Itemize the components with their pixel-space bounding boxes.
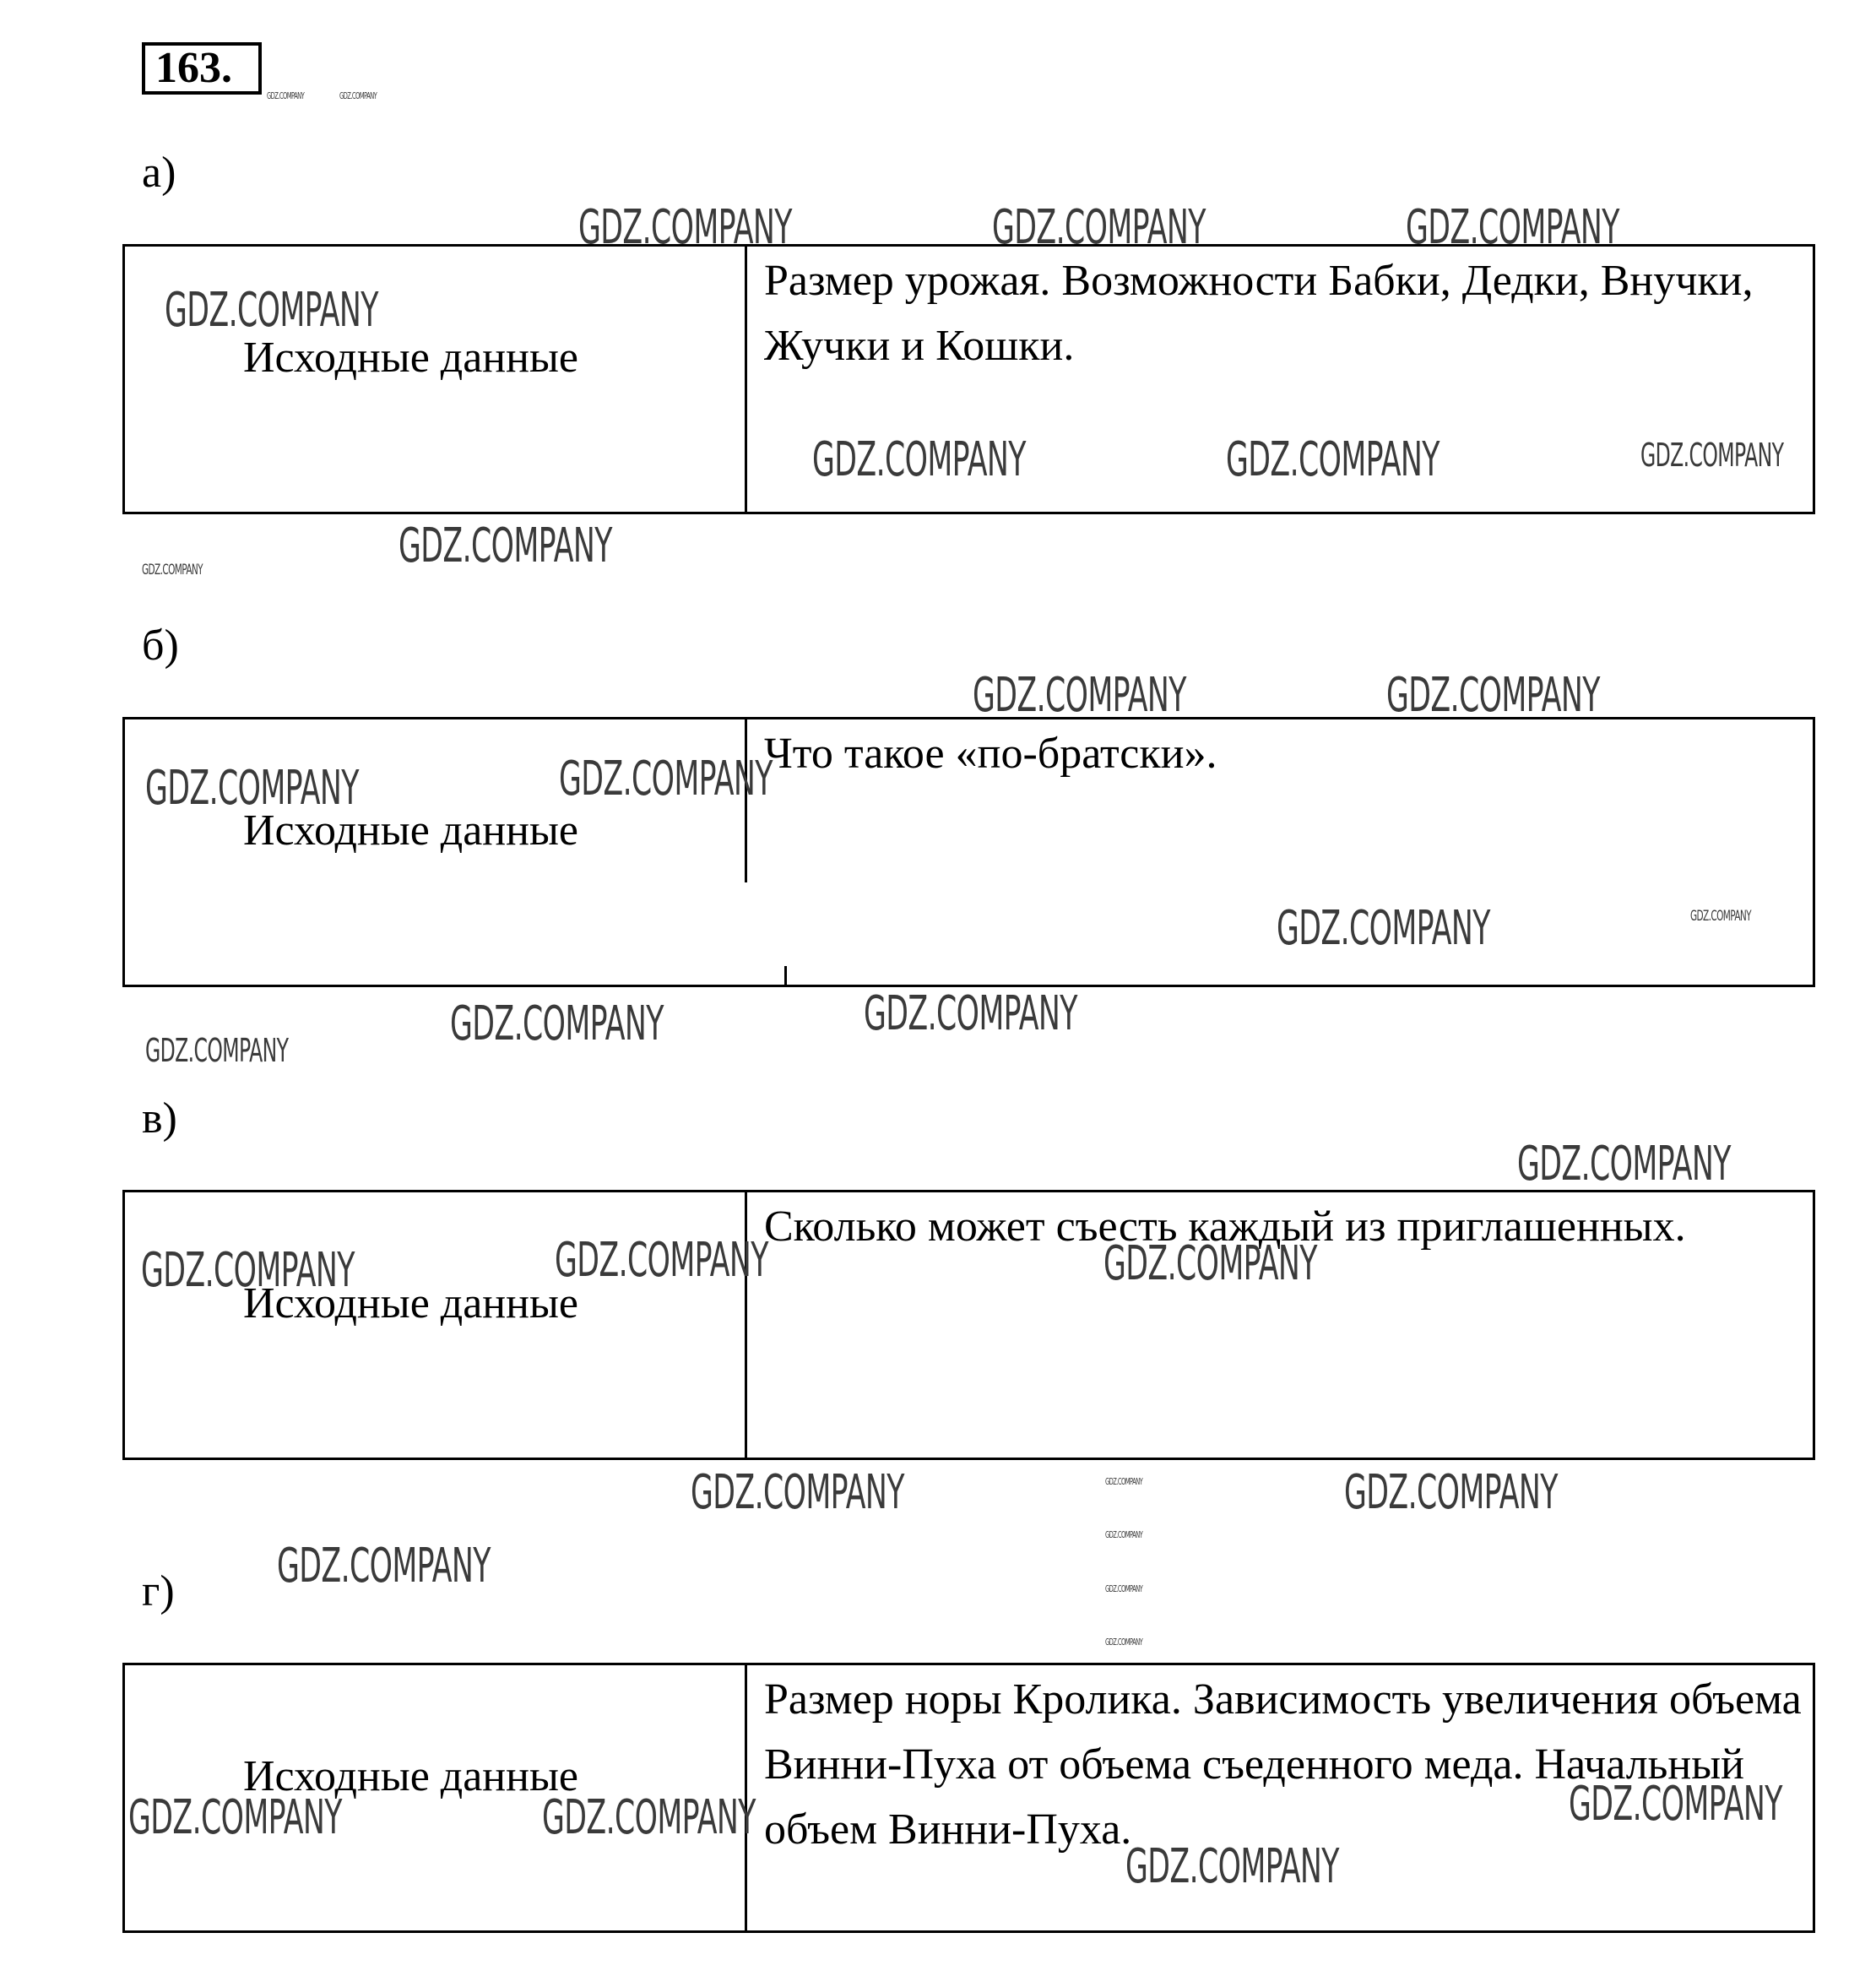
watermark: GDZ.COMPANY xyxy=(1386,668,1600,723)
watermark: GDZ.COMPANY xyxy=(267,90,305,101)
watermark: GDZ.COMPANY xyxy=(1105,1476,1143,1487)
watermark: GDZ.COMPANY xyxy=(277,1539,491,1593)
watermark: GDZ.COMPANY xyxy=(145,761,359,816)
column-divider xyxy=(745,1190,747,1460)
watermark: GDZ.COMPANY xyxy=(450,996,664,1051)
watermark: GDZ.COMPANY xyxy=(691,1465,904,1520)
column-divider xyxy=(745,244,747,514)
watermark: GDZ.COMPANY xyxy=(1103,1236,1317,1291)
watermark: GDZ.COMPANY xyxy=(1105,1529,1143,1540)
task-number: 163. xyxy=(142,42,262,95)
watermark: GDZ.COMPANY xyxy=(1226,432,1440,487)
item-b-right-cell: Что такое «по-братски». xyxy=(764,730,1217,778)
watermark: GDZ.COMPANY xyxy=(1125,1839,1339,1894)
item-b-table xyxy=(122,717,1815,987)
watermark: GDZ.COMPANY xyxy=(339,90,377,101)
watermark: GDZ.COMPANY xyxy=(992,200,1206,255)
watermark: GDZ.COMPANY xyxy=(1690,908,1752,925)
watermark: GDZ.COMPANY xyxy=(165,283,378,338)
watermark: GDZ.COMPANY xyxy=(555,1233,768,1288)
item-a-letter: а) xyxy=(142,149,176,197)
item-c-letter: в) xyxy=(142,1094,177,1143)
watermark: GDZ.COMPANY xyxy=(1517,1137,1731,1192)
watermark: GDZ.COMPANY xyxy=(1344,1465,1558,1520)
watermark: GDZ.COMPANY xyxy=(559,752,773,806)
item-d-table xyxy=(122,1663,1815,1933)
watermark: GDZ.COMPANY xyxy=(142,562,203,578)
watermark: GDZ.COMPANY xyxy=(1569,1777,1782,1832)
watermark: GDZ.COMPANY xyxy=(864,986,1077,1041)
item-d-right-cell: Размер норы Кролика. Зависимость увеличения объема Винни-Пуха от объема съеденного меда. Начальный объем Винни-Пуха. xyxy=(764,1675,1802,1854)
item-b-left-cell: Исходные данные xyxy=(243,806,578,855)
item-c-left-cell: Исходные данные xyxy=(243,1279,578,1327)
watermark: GDZ.COMPANY xyxy=(1105,1637,1143,1648)
watermark: GDZ.COMPANY xyxy=(542,1790,756,1845)
item-a-left-cell: Исходные данные xyxy=(243,334,578,382)
watermark: GDZ.COMPANY xyxy=(128,1790,342,1845)
watermark: GDZ.COMPANY xyxy=(399,518,612,573)
item-d-letter: г) xyxy=(142,1567,175,1615)
watermark: GDZ.COMPANY xyxy=(578,200,792,255)
watermark: GDZ.COMPANY xyxy=(1406,200,1619,255)
watermark: GDZ.COMPANY xyxy=(812,432,1026,487)
watermark: GDZ.COMPANY xyxy=(141,1243,355,1298)
watermark: GDZ.COMPANY xyxy=(1105,1583,1143,1594)
item-b-letter: б) xyxy=(142,622,179,670)
item-c-right-cell: Сколько может съесть каждый из приглашенных. xyxy=(764,1203,1686,1251)
watermark: GDZ.COMPANY xyxy=(1640,437,1784,474)
watermark: GDZ.COMPANY xyxy=(145,1032,289,1069)
item-d-left-cell: Исходные данные xyxy=(243,1752,578,1800)
divider-tick xyxy=(784,966,787,987)
watermark: GDZ.COMPANY xyxy=(1277,901,1490,956)
item-a-right-cell: Размер урожая. Возможности Бабки, Дедки, Внучки, Жучки и Кошки. xyxy=(764,257,1754,370)
item-c-table xyxy=(122,1190,1815,1460)
watermark: GDZ.COMPANY xyxy=(973,668,1186,723)
